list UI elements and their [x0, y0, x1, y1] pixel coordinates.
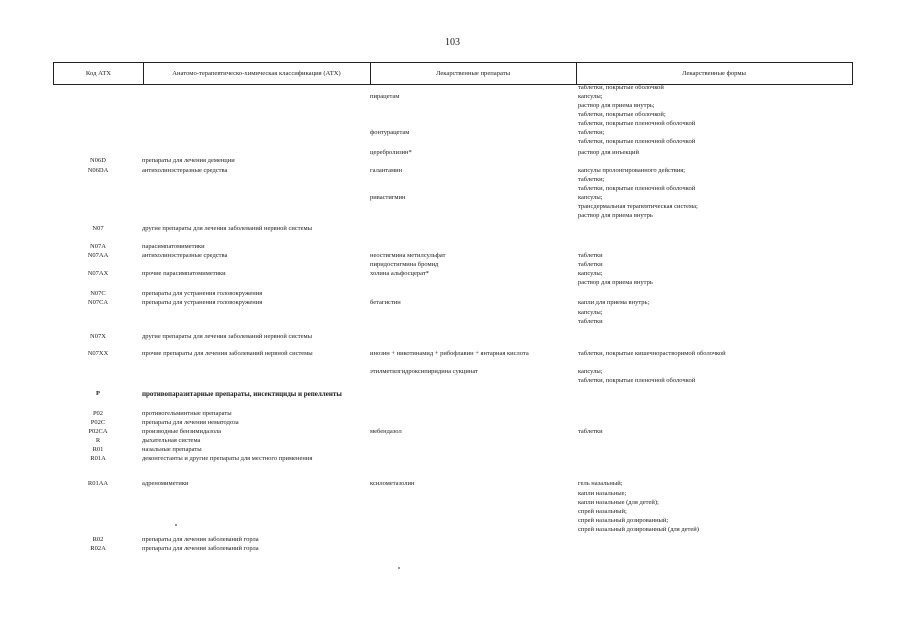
dosage-form-cell: таблетки [578, 318, 603, 325]
dosage-form-cell: капсулы; [578, 270, 603, 277]
dosage-form-cell: капли назальные (для детей); [578, 499, 659, 506]
dosage-form-cell: таблетки, покрытые оболочкой [578, 84, 664, 91]
atc-code-cell: N07X [90, 333, 106, 340]
dosage-form-cell: раствор для приема внутрь; [578, 102, 655, 109]
classification-cell: противогельминтные препараты [142, 410, 232, 417]
atc-code-cell: N07AX [87, 270, 109, 277]
header-atc-code: Код АТХ [54, 63, 144, 84]
stray-mark [175, 524, 177, 526]
atc-code-cell: N06DA [87, 167, 109, 174]
header-atc-classification: Анатомо-терапевтическо-химическая классификация (АТХ) [143, 63, 371, 84]
table-header [53, 62, 853, 85]
drug-cell: фонтурацетам [370, 129, 410, 136]
atc-code-cell: R02A [90, 545, 106, 552]
atc-code-cell: N07CA [87, 299, 109, 306]
header-dosage-forms: Лекарственные формы [682, 69, 746, 77]
classification-cell: парасимпатомиметики [142, 243, 205, 250]
drug-cell: ривастигмин [370, 194, 406, 201]
dosage-form-cell: гель назальный; [578, 480, 623, 487]
atc-code-cell: R02 [92, 536, 104, 543]
dosage-form-cell: таблетки, покрытые пленочной оболочкой [578, 377, 696, 384]
classification-cell: другие препараты для лечения заболеваний нервной системы [142, 225, 312, 232]
dosage-form-cell: таблетки, покрытые пленочной оболочкой [578, 138, 696, 145]
dosage-form-cell: таблетки, покрытые пленочной оболочкой [578, 185, 696, 192]
dosage-form-cell: спрей назальный дозированный (для детей) [578, 526, 699, 533]
dosage-form-cell: спрей назальный дозированный; [578, 517, 669, 524]
atc-code-cell: P02 [92, 410, 104, 417]
dosage-form-cell: таблетки [578, 252, 603, 259]
classification-cell: препараты для лечения заболеваний горла [142, 545, 259, 552]
atc-code-cell: N07C [90, 290, 106, 297]
classification-cell: деконгестанты и другие препараты для местного применения [142, 455, 313, 462]
dosage-form-cell: таблетки; [578, 129, 605, 136]
drug-cell: этилметилгидроксипиридина сукцинат [370, 368, 478, 375]
classification-cell: препараты для лечения заболеваний горла [142, 536, 259, 543]
classification-cell: препараты для лечения нематодоза [142, 419, 239, 426]
dosage-form-cell: таблетки; [578, 176, 605, 183]
dosage-form-cell: капсулы; [578, 194, 603, 201]
drug-cell: инозин + никотинамид + рибофлавин + янтарная кислота [370, 350, 529, 357]
drug-cell: галантамин [370, 167, 403, 174]
classification-cell: адреномиметики [142, 480, 189, 487]
atc-code-cell: R [95, 437, 101, 444]
atc-code-cell: R01A [90, 455, 106, 462]
classification-cell: назальные препараты [142, 446, 202, 453]
classification-cell: препараты для лечения деменции [142, 157, 235, 164]
atc-code-cell: N07A [90, 243, 106, 250]
drug-cell: холина альфосцерат* [370, 270, 429, 277]
atc-code-cell: R01AA [87, 480, 109, 487]
dosage-form-cell: таблетки, покрытые оболочкой; [578, 111, 666, 118]
dosage-form-cell: трансдермальная терапевтическая система; [578, 203, 698, 210]
atc-code-cell: P02CA [88, 428, 108, 435]
classification-cell: производные бензимидазола [142, 428, 222, 435]
dosage-form-cell: раствор для приема внутрь [578, 212, 653, 219]
atc-code-cell: R01 [92, 446, 104, 453]
dosage-form-cell: таблетки [578, 261, 603, 268]
atc-code-cell: N06D [90, 157, 106, 164]
classification-cell: препараты для устранения головокружения [142, 299, 263, 306]
dosage-form-cell: капсулы пролонгированного действия; [578, 167, 686, 174]
dosage-form-cell: капсулы; [578, 309, 603, 316]
dosage-form-cell: капли назальные; [578, 490, 627, 497]
classification-cell: антихолинэстеразные средства [142, 252, 228, 259]
classification-cell: прочие парасимпатомиметики [142, 270, 226, 277]
classification-cell: другие препараты для лечения заболеваний нервной системы [142, 333, 312, 340]
atc-code-cell: N07AA [87, 252, 109, 259]
classification-cell: антихолинэстеразные средства [142, 167, 228, 174]
page-number: 103 [445, 37, 460, 48]
dosage-form-cell: капсулы; [578, 93, 603, 100]
dosage-form-cell: таблетки, покрытые кишечнорастворимой оболочкой [578, 350, 726, 357]
dosage-form-cell: капли для приема внутрь; [578, 299, 650, 306]
classification-cell: дыхательная система [142, 437, 201, 444]
dosage-form-cell: раствор для приема внутрь [578, 279, 653, 286]
drug-cell: неостигмина метилсульфат [370, 252, 446, 259]
drug-cell: ксилометазолин [370, 480, 415, 487]
atc-code-cell: N07XX [87, 350, 109, 357]
dosage-form-cell: капсулы; [578, 368, 603, 375]
classification-cell: препараты для устранения головокружения [142, 290, 263, 297]
atc-code-cell: P [96, 390, 100, 397]
dosage-form-cell: спрей назальный; [578, 508, 627, 515]
drug-cell: пирацетам [370, 93, 400, 100]
drug-cell: мебендазол [370, 428, 402, 435]
atc-code-cell: P02C [90, 419, 106, 426]
dosage-form-cell: раствор для инъекций [578, 149, 639, 156]
dosage-form-cell: таблетки, покрытые пленочной оболочкой [578, 120, 696, 127]
drug-cell: бетагистин [370, 299, 401, 306]
dosage-form-cell: таблетки [578, 428, 603, 435]
stray-mark [398, 567, 400, 569]
classification-cell: противопаразитарные препараты, инсектициды и репелленты [142, 390, 342, 398]
drug-cell: пиридостигмина бромид [370, 261, 439, 268]
drug-cell: церебролизин* [370, 149, 412, 156]
atc-code-cell: N07 [92, 225, 104, 232]
header-drugs: Лекарственные препараты [370, 63, 577, 84]
classification-cell: прочие препараты для лечения заболеваний нервной системы [142, 350, 313, 357]
